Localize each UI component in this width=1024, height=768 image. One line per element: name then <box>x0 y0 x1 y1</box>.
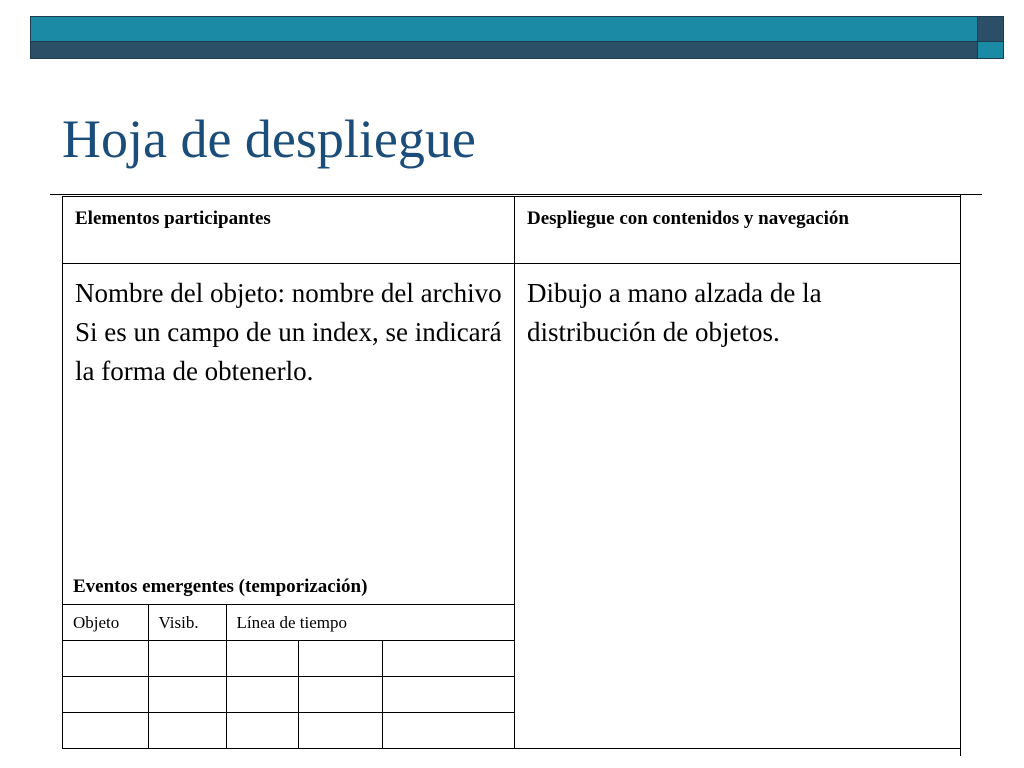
empty-cell <box>148 677 226 713</box>
left-column <box>63 264 515 749</box>
events-columns-row <box>63 605 514 641</box>
table-row <box>63 713 514 749</box>
column-visibility: Visib. <box>148 605 226 641</box>
index-field-text: Si es un campo de un index, se indicará la forma de obtenerlo. <box>75 317 502 386</box>
header-deployment: Despliegue con contenidos y navegación <box>515 197 961 264</box>
elements-description <box>63 264 514 569</box>
body-row <box>63 264 961 749</box>
events-table <box>63 569 514 748</box>
column-object: Objeto <box>63 605 148 641</box>
top-rule <box>50 194 982 195</box>
slide-title: Hoja de despliegue <box>62 109 476 169</box>
header-elements: Elementos participantes <box>63 197 515 264</box>
empty-cell <box>298 677 382 713</box>
empty-cell <box>298 713 382 749</box>
empty-cell <box>298 641 382 677</box>
empty-cell <box>382 677 514 713</box>
table-row <box>63 677 514 713</box>
empty-cell <box>63 713 148 749</box>
empty-cell <box>63 641 148 677</box>
empty-cell <box>226 677 298 713</box>
empty-cell <box>226 713 298 749</box>
events-label-row <box>63 569 514 605</box>
column-timeline: Línea de tiempo <box>226 605 514 641</box>
header-square-top <box>978 16 1004 42</box>
empty-cell <box>63 677 148 713</box>
empty-cell <box>382 641 514 677</box>
header-row <box>63 197 961 264</box>
header-bar-bottom <box>30 42 978 59</box>
table-row <box>63 641 514 677</box>
object-name-text: Nombre del objeto: nombre del archivo <box>75 278 502 308</box>
deployment-sheet-table <box>62 196 961 749</box>
empty-cell <box>226 641 298 677</box>
events-label: Eventos emergentes (temporización) <box>63 569 514 605</box>
header-bar-top <box>30 16 978 42</box>
empty-cell <box>148 641 226 677</box>
empty-cell <box>382 713 514 749</box>
header-square-bottom <box>978 42 1004 59</box>
deployment-description: Dibujo a mano alzada de la distribución de objetos. <box>515 264 961 749</box>
empty-cell <box>148 713 226 749</box>
